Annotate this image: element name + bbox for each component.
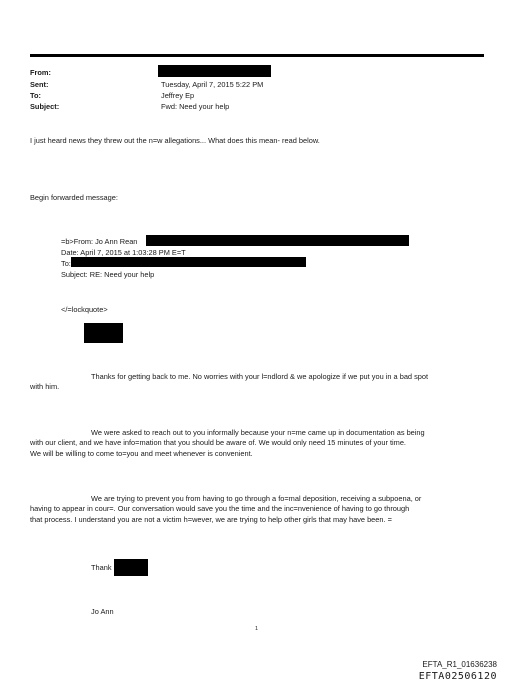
begin-forwarded-text: Begin forwarded message: [30, 193, 118, 202]
sent-label: Sent: [30, 80, 49, 89]
paragraph-3 [30, 494, 421, 525]
bates-number-1: EFTA_R1_01636238 [422, 660, 497, 669]
salutation-redaction [84, 323, 123, 343]
forwarded-to-redaction [71, 257, 306, 267]
from-label: From: [30, 68, 51, 77]
subject-label: Subject: [30, 102, 60, 111]
paragraph-3-line-2: having to appear in cour=. Our conversation would save you the time and the inc=nvenience of having to go through [30, 504, 410, 514]
closing-thanks: Thank [91, 563, 112, 572]
forwarded-to: To: [61, 259, 71, 268]
page-number: 1 [255, 626, 259, 632]
paragraph-2-line-1: We were asked to reach out to you informally because your n=me came up in documentation as being [91, 428, 425, 437]
paragraph-1-line-1: Thanks for getting back to me. No worries with your l=ndlord & we apologize if we put you in a bad spot [91, 372, 429, 381]
sent-value: Tuesday, April 7, 2015 5:22 PM [161, 80, 264, 89]
paragraph-2-line-3: We will be willing to come to=you and meet whenever is convenient. [30, 448, 253, 458]
closing-redaction [114, 559, 148, 576]
forwarded-from: =b>From: Jo Ann Rean [61, 237, 138, 246]
paragraph-2-line-2: with our client, and we have info=mation that you should be aware of. We would only need 15 minutes of your time. [30, 438, 406, 448]
paragraph-3-line-1: We are trying to prevent you from having to go through a fo=mal deposition, receiving a subpoena, or [91, 494, 422, 503]
forwarded-date: Date: April 7, 2015 at 1:03:28 PM E=T [61, 248, 186, 257]
from-redaction [158, 65, 271, 77]
signature: Jo Ann [91, 607, 114, 616]
to-label: To: [30, 91, 41, 100]
bates-number-2: EFTA02506120 [418, 671, 497, 682]
blockquote-close: </=lockquote> [61, 305, 108, 314]
paragraph-1-line-2: with him. [30, 382, 60, 392]
intro-text: I just heard news they threw out the n=w allegations... What does this mean- read below. [30, 136, 320, 145]
to-value: Jeffrey Ep [161, 91, 195, 100]
header-rule [30, 54, 484, 57]
forwarded-from-redaction [146, 235, 409, 246]
forwarded-subject: Subject: RE: Need your help [61, 270, 155, 279]
paragraph-2 [30, 428, 425, 459]
paragraph-3-line-3: that process. I understand you are not a victim h=wever, we are trying to help other girls that may have been. = [30, 514, 392, 524]
paragraph-1 [30, 372, 428, 393]
subject-value: Fwd: Need your help [161, 102, 230, 111]
